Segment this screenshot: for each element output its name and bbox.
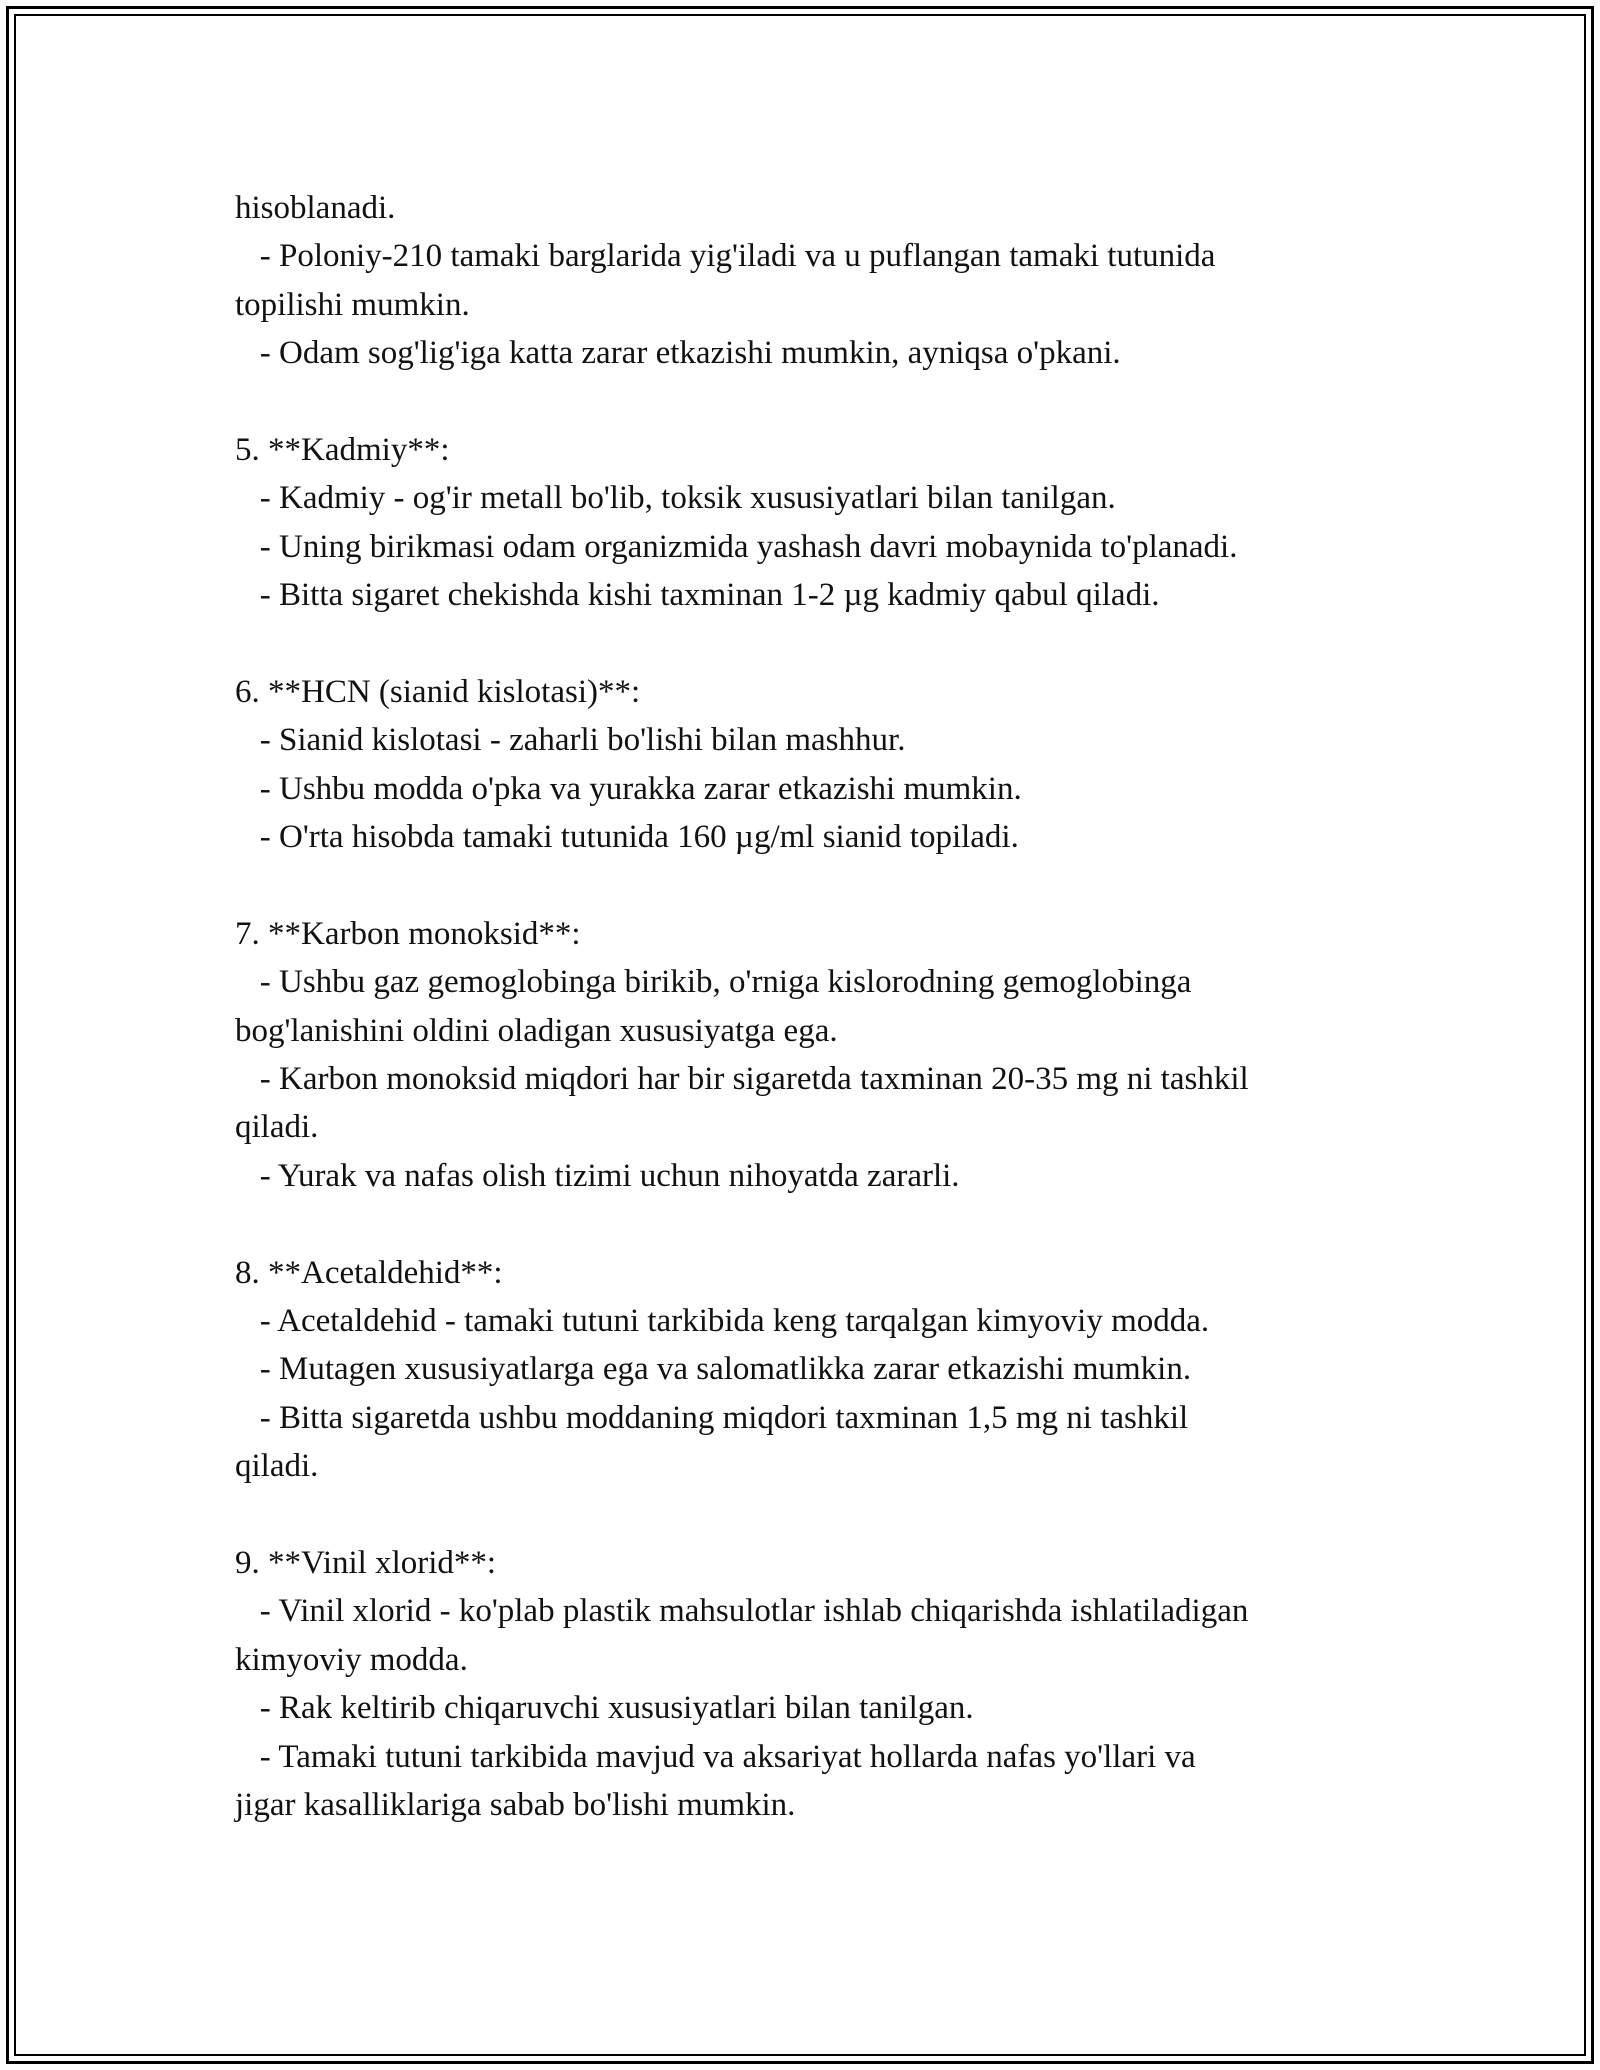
text-line: - Kadmiy - og'ir metall bo'lib, toksik xususiyatlari bilan tanilgan. bbox=[235, 480, 1116, 517]
blank-line bbox=[235, 1200, 1415, 1248]
text-line: - Bitta sigaretda ushbu moddaning miqdori taxminan 1,5 mg ni tashkil bbox=[235, 1399, 1189, 1436]
text-line: - Poloniy-210 tamaki barglarida yig'iladi va u puflangan tamaki tutunida bbox=[235, 238, 1216, 275]
text-line: - Rak keltirib chiqaruvchi xususiyatlari bilan tanilgan. bbox=[235, 1690, 974, 1727]
text-line: jigar kasalliklariga sabab bo'lishi mumkin. bbox=[235, 1786, 796, 1823]
text-line: - Tamaki tutuni tarkibida mavjud va aksariyat hollarda nafas yo'llari va bbox=[235, 1738, 1196, 1775]
text-line: - Ushbu modda o'pka va yurakka zarar etkazishi mumkin. bbox=[235, 770, 1022, 807]
text-line: - Sianid kislotasi - zaharli bo'lishi bilan mashhur. bbox=[235, 722, 906, 759]
text-line: 9. **Vinil xlorid**: bbox=[235, 1544, 497, 1581]
text-line: 8. **Acetaldehid**: bbox=[235, 1254, 503, 1291]
text-line: qiladi. bbox=[235, 1109, 319, 1146]
text-line: - Acetaldehid - tamaki tutuni tarkibida keng tarqalgan kimyoviy modda. bbox=[235, 1302, 1210, 1339]
text-line: 6. **HCN (sianid kislotasi)**: bbox=[235, 673, 641, 710]
text-line: - Ushbu gaz gemoglobinga birikib, o'rniga kislorodning gemoglobinga bbox=[235, 964, 1192, 1001]
blank-line bbox=[235, 378, 1415, 426]
text-line: 5. **Kadmiy**: bbox=[235, 431, 450, 468]
text-line: - Yurak va nafas olish tizimi uchun nihoyatda zararli. bbox=[235, 1157, 960, 1194]
blank-line bbox=[235, 861, 1415, 909]
blank-line bbox=[235, 1491, 1415, 1539]
document-body bbox=[235, 184, 1415, 1829]
text-line: hisoblanadi. bbox=[235, 190, 396, 226]
text-line: - O'rta hisobda tamaki tutunida 160 µg/ml sianid topiladi. bbox=[235, 819, 1019, 856]
text-line: - Karbon monoksid miqdori har bir sigaretda taxminan 20-35 mg ni tashkil bbox=[235, 1061, 1249, 1098]
text-line: - Mutagen xususiyatlarga ega va salomatlikka zarar etkazishi mumkin. bbox=[235, 1351, 1192, 1388]
text-line: - Uning birikmasi odam organizmida yashash davri mobaynida to'planadi. bbox=[235, 528, 1238, 565]
text-line: - Vinil xlorid - ko'plab plastik mahsulotlar ishlab chiqarishda ishlatiladigan bbox=[235, 1593, 1249, 1630]
blank-line bbox=[235, 620, 1415, 668]
text-line: kimyoviy modda. bbox=[235, 1641, 468, 1678]
text-line: qiladi. bbox=[235, 1448, 319, 1485]
text-line: bog'lanishini oldini oladigan xususiyatga ega. bbox=[235, 1012, 838, 1049]
text-line: topilishi mumkin. bbox=[235, 286, 470, 323]
text-line: 7. **Karbon monoksid**: bbox=[235, 915, 581, 952]
text-line: - Odam sog'lig'iga katta zarar etkazishi mumkin, ayniqsa o'pkani. bbox=[235, 335, 1121, 372]
text-line: - Bitta sigaret chekishda kishi taxminan 1-2 µg kadmiy qabul qiladi. bbox=[235, 577, 1160, 614]
